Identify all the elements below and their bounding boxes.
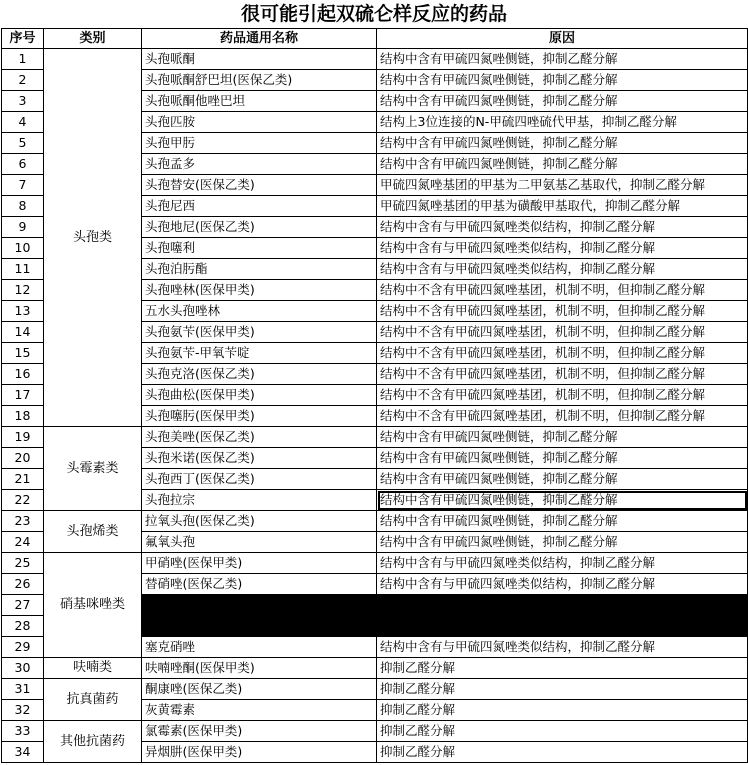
cell-seq[interactable]: 33 [2,721,44,742]
table-body [2,49,748,763]
cell-category[interactable]: 其他抗菌药 [44,721,142,763]
cell-seq[interactable]: 27 [2,595,44,616]
table-row [2,511,748,532]
cell-drug-name[interactable]: 异烟肼(医保甲类) [142,742,377,763]
table-row [2,679,748,700]
cell-seq[interactable]: 3 [2,91,44,112]
cell-drug-name[interactable]: 酮康唑(医保乙类) [142,679,377,700]
cell-reason[interactable]: 结构中不含有甲硫四氮唑基团，机制不明，但抑制乙醛分解 [377,280,748,301]
cell-seq[interactable]: 25 [2,553,44,574]
cell-drug-name[interactable]: 拉氧头孢(医保乙类) [142,511,377,532]
cell-drug-name[interactable]: 氯霉素(医保甲类) [142,721,377,742]
cell-drug-name[interactable]: 头孢美唑(医保乙类) [142,427,377,448]
cell-reason[interactable]: 结构中含有与甲硫四氮唑类似结构，抑制乙醛分解 [377,259,748,280]
cell-seq[interactable]: 9 [2,217,44,238]
document-title: 很可能引起双硫仑样反应的药品 [240,3,507,25]
header-seq: 序号 [2,29,44,49]
cell-reason[interactable]: 甲硫四氮唑基团的甲基为二甲氨基乙基取代，抑制乙醛分解 [377,175,748,196]
cell-drug-name[interactable]: 头孢地尼(医保乙类) [142,217,377,238]
cell-seq[interactable]: 6 [2,154,44,175]
cell-drug-name[interactable]: 头孢噻利 [142,238,377,259]
cell-drug-name[interactable]: 头孢拉宗 [142,490,377,511]
cell-reason[interactable]: 结构中含有甲硫四氮唑侧链，抑制乙醛分解 [377,91,748,112]
cell-seq[interactable]: 32 [2,700,44,721]
cell-seq[interactable]: 10 [2,238,44,259]
cell-reason[interactable]: 结构中含有甲硫四氮唑侧链，抑制乙醛分解 [377,469,748,490]
cell-seq[interactable]: 5 [2,133,44,154]
cell-seq[interactable]: 12 [2,280,44,301]
cell-seq[interactable]: 28 [2,616,44,637]
cell-drug-name[interactable] [142,595,377,616]
cell-reason[interactable]: 结构中不含有甲硫四氮唑基团，机制不明，但抑制乙醛分解 [377,385,748,406]
cell-seq[interactable]: 8 [2,196,44,217]
cell-reason[interactable]: 结构中含有与甲硫四氮唑类似结构，抑制乙醛分解 [377,238,748,259]
cell-drug-name[interactable]: 头孢哌酮他唑巴坦 [142,91,377,112]
cell-drug-name[interactable]: 头孢氨苄-甲氧苄啶 [142,343,377,364]
cell-reason[interactable]: 结构中含有甲硫四氮唑侧链，抑制乙醛分解 [377,448,748,469]
cell-drug-name[interactable]: 呋喃唑酮(医保甲类) [142,658,377,679]
cell-category[interactable]: 头霉素类 [44,427,142,511]
cell-seq[interactable]: 2 [2,70,44,91]
cell-seq[interactable]: 26 [2,574,44,595]
cell-seq[interactable]: 31 [2,679,44,700]
cell-drug-name[interactable]: 头孢噻肟(医保甲类) [142,406,377,427]
cell-reason[interactable]: 抑制乙醛分解 [377,700,748,721]
cell-drug-name[interactable]: 五水头孢唑林 [142,301,377,322]
cell-category[interactable]: 硝基咪唑类 [44,553,142,658]
cell-drug-name[interactable]: 塞克硝唑 [142,637,377,658]
cell-reason[interactable]: 结构中不含有甲硫四氮唑基团，机制不明，但抑制乙醛分解 [377,364,748,385]
cell-reason[interactable]: 结构中含有与甲硫四氮唑类似结构，抑制乙醛分解 [377,574,748,595]
cell-drug-name[interactable]: 头孢尼西 [142,196,377,217]
cell-reason[interactable]: 结构中不含有甲硫四氮唑基团，机制不明，但抑制乙醛分解 [377,406,748,427]
cell-seq[interactable]: 20 [2,448,44,469]
cell-drug-name[interactable]: 头孢米诺(医保乙类) [142,448,377,469]
cell-seq[interactable]: 7 [2,175,44,196]
cell-reason[interactable]: 结构上3位连接的N-甲硫四唑硫代甲基，抑制乙醛分解 [377,112,748,133]
cell-reason[interactable]: 结构中含有与甲硫四氮唑类似结构，抑制乙醛分解 [377,637,748,658]
cell-reason-selected[interactable]: 结构中含有甲硫四氮唑侧链，抑制乙醛分解 [377,490,748,511]
table-row [2,427,748,448]
cell-seq[interactable]: 22 [2,490,44,511]
cell-drug-name[interactable]: 灰黄霉素 [142,700,377,721]
cell-reason[interactable]: 结构中含有甲硫四氮唑侧链，抑制乙醛分解 [377,70,748,91]
cell-reason[interactable]: 结构中不含有甲硫四氮唑基团，机制不明，但抑制乙醛分解 [377,343,748,364]
cell-seq[interactable]: 1 [2,49,44,70]
cell-drug-name[interactable]: 头孢甲肟 [142,133,377,154]
cell-reason[interactable]: 结构中含有甲硫四氮唑侧链，抑制乙醛分解 [377,427,748,448]
header-row [2,29,748,49]
cell-reason[interactable]: 结构中含有与甲硫四氮唑类似结构，抑制乙醛分解 [377,217,748,238]
cell-reason[interactable] [377,595,748,616]
header-drug-name: 药品通用名称 [142,29,377,49]
cell-drug-name[interactable]: 头孢哌酮 [142,49,377,70]
cell-reason[interactable]: 结构中含有甲硫四氮唑侧链，抑制乙醛分解 [377,532,748,553]
cell-drug-name[interactable]: 氟氧头孢 [142,532,377,553]
cell-drug-name[interactable]: 头孢西丁(医保乙类) [142,469,377,490]
cell-drug-name[interactable]: 头孢匹胺 [142,112,377,133]
cell-seq[interactable]: 21 [2,469,44,490]
cell-reason[interactable]: 结构中含有甲硫四氮唑侧链，抑制乙醛分解 [377,49,748,70]
cell-seq[interactable]: 15 [2,343,44,364]
cell-reason[interactable]: 结构中不含有甲硫四氮唑基团，机制不明，但抑制乙醛分解 [377,322,748,343]
cell-seq[interactable]: 24 [2,532,44,553]
cell-drug-name[interactable]: 头孢泊肟酯 [142,259,377,280]
cell-seq[interactable]: 30 [2,658,44,679]
cell-drug-name[interactable] [142,616,377,637]
cell-drug-name[interactable]: 头孢氨苄(医保甲类) [142,322,377,343]
cell-category[interactable]: 头孢烯类 [44,511,142,553]
cell-seq[interactable]: 13 [2,301,44,322]
cell-drug-name[interactable]: 头孢哌酮舒巴坦(医保乙类) [142,70,377,91]
cell-drug-name[interactable]: 头孢孟多 [142,154,377,175]
table-row [2,49,748,70]
cell-reason[interactable]: 抑制乙醛分解 [377,721,748,742]
cell-category[interactable]: 呋喃类 [44,658,142,679]
cell-reason[interactable]: 抑制乙醛分解 [377,742,748,763]
cell-drug-name[interactable]: 头孢替安(医保乙类) [142,175,377,196]
cell-seq[interactable]: 29 [2,637,44,658]
cell-reason[interactable]: 抑制乙醛分解 [377,679,748,700]
cell-reason[interactable]: 甲硫四氮唑基团的甲基为磺酸甲基取代，抑制乙醛分解 [377,196,748,217]
cell-reason[interactable] [377,616,748,637]
cell-seq[interactable]: 14 [2,322,44,343]
cell-seq[interactable]: 11 [2,259,44,280]
cell-category[interactable]: 头孢类 [44,49,142,427]
cell-drug-name[interactable]: 头孢克洛(医保乙类) [142,364,377,385]
cell-reason[interactable]: 结构中不含有甲硫四氮唑基团，机制不明，但抑制乙醛分解 [377,301,748,322]
cell-reason[interactable]: 结构中含有甲硫四氮唑侧链，抑制乙醛分解 [377,133,748,154]
cell-category[interactable]: 抗真菌药 [44,679,142,721]
cell-reason[interactable]: 结构中含有甲硫四氮唑侧链，抑制乙醛分解 [377,154,748,175]
cell-drug-name[interactable]: 替硝唑(医保乙类) [142,574,377,595]
cell-seq[interactable]: 34 [2,742,44,763]
cell-seq[interactable]: 4 [2,112,44,133]
table-row [2,721,748,742]
cell-reason[interactable]: 结构中含有甲硫四氮唑侧链，抑制乙醛分解 [377,511,748,532]
table-row [2,658,748,679]
cell-seq[interactable]: 17 [2,385,44,406]
header-reason: 原因 [377,29,748,49]
table-row [2,553,748,574]
cell-seq[interactable]: 23 [2,511,44,532]
drug-table [1,28,748,763]
cell-seq[interactable]: 18 [2,406,44,427]
cell-drug-name[interactable]: 头孢曲松(医保甲类) [142,385,377,406]
cell-seq[interactable]: 19 [2,427,44,448]
cell-seq[interactable]: 16 [2,364,44,385]
header-category: 类别 [44,29,142,49]
cell-reason[interactable]: 结构中含有与甲硫四氮唑类似结构，抑制乙醛分解 [377,553,748,574]
cell-drug-name[interactable]: 头孢唑林(医保甲类) [142,280,377,301]
cell-reason[interactable]: 抑制乙醛分解 [377,658,748,679]
cell-drug-name[interactable]: 甲硝唑(医保甲类) [142,553,377,574]
